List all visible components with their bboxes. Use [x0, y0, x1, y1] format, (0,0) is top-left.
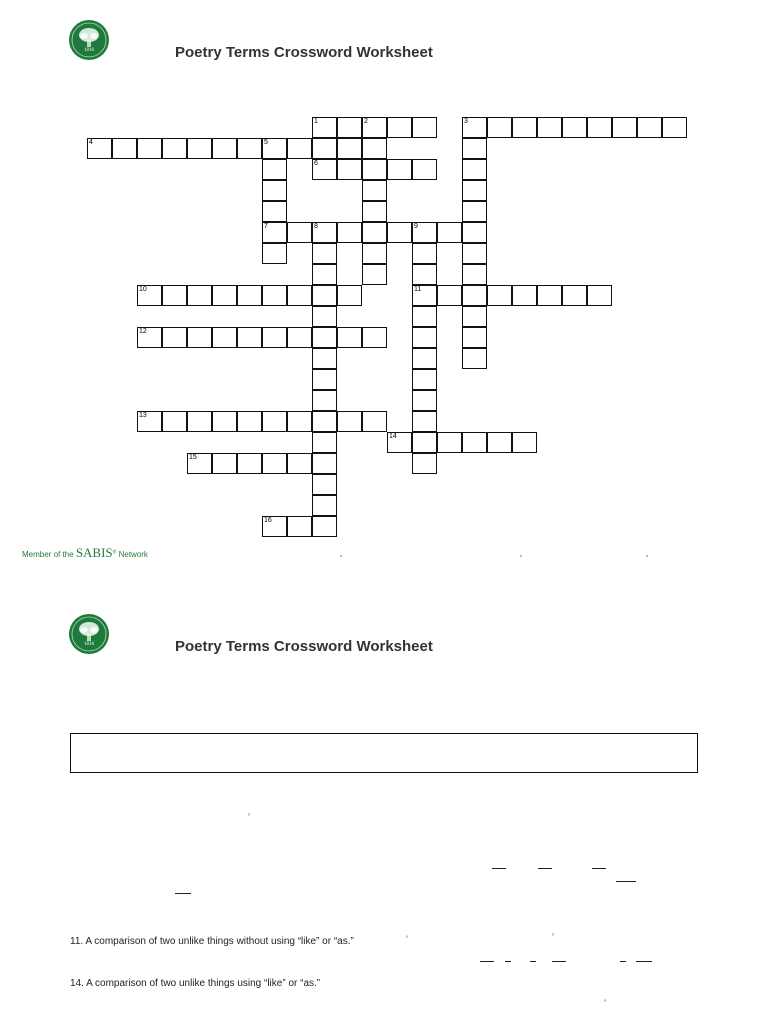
crossword-cell[interactable]	[87, 138, 112, 159]
crossword-cell[interactable]	[462, 117, 487, 138]
logo-year: 1816	[84, 48, 94, 53]
crossword-cell[interactable]	[262, 159, 287, 180]
crossword-cell[interactable]	[337, 159, 362, 180]
clue-number-16: 16	[264, 517, 272, 524]
crossword-cell[interactable]	[337, 285, 362, 306]
crossword-cell[interactable]	[312, 264, 337, 285]
crossword-cell[interactable]	[312, 285, 337, 306]
crossword-cell[interactable]	[137, 285, 162, 306]
member-prefix: Member of the	[22, 550, 74, 559]
crossword-cell[interactable]	[187, 453, 212, 474]
crossword-cell[interactable]	[212, 411, 237, 432]
crossword-cell[interactable]	[462, 306, 487, 327]
crossword-cell[interactable]	[412, 327, 437, 348]
clue-number-10: 10	[139, 286, 147, 293]
crossword-cell[interactable]	[412, 159, 437, 180]
crossword-cell[interactable]	[537, 117, 562, 138]
answer-blank	[175, 893, 191, 894]
crossword-cell[interactable]	[187, 138, 212, 159]
crossword-cell[interactable]	[462, 180, 487, 201]
crossword-cell[interactable]	[412, 411, 437, 432]
crossword-cell[interactable]	[262, 327, 287, 348]
clue-number-15: 15	[189, 454, 197, 461]
crossword-cell[interactable]	[137, 138, 162, 159]
crossword-cell[interactable]	[162, 411, 187, 432]
crossword-cell[interactable]	[312, 369, 337, 390]
answer-blank	[552, 961, 566, 962]
crossword-cell[interactable]	[612, 117, 637, 138]
crossword-cell[interactable]	[312, 117, 337, 138]
crossword-cell[interactable]	[412, 369, 437, 390]
crossword-cell[interactable]	[337, 117, 362, 138]
crossword-cell[interactable]	[312, 138, 337, 159]
clue-number-4: 4	[89, 139, 93, 146]
crossword-cell[interactable]	[462, 222, 487, 243]
clue-number-5: 5	[264, 139, 268, 146]
crossword-cell[interactable]	[462, 348, 487, 369]
crossword-cell[interactable]	[337, 222, 362, 243]
crossword-cell[interactable]	[312, 516, 337, 537]
crossword-cell[interactable]	[162, 138, 187, 159]
stray-mark: ’	[552, 932, 554, 942]
crossword-cell[interactable]	[362, 180, 387, 201]
crossword-cell[interactable]	[312, 327, 337, 348]
crossword-cell[interactable]	[312, 243, 337, 264]
crossword-cell[interactable]	[487, 432, 512, 453]
stray-mark: ’	[248, 812, 250, 822]
page-title-2: Poetry Terms Crossword Worksheet	[175, 638, 433, 655]
crossword-cell[interactable]	[487, 117, 512, 138]
crossword-cell[interactable]	[412, 117, 437, 138]
answer-blank	[592, 868, 606, 869]
crossword-cell[interactable]	[387, 222, 412, 243]
logo-year: 1816	[84, 642, 94, 647]
crossword-cell[interactable]	[412, 222, 437, 243]
crossword-cell[interactable]	[362, 201, 387, 222]
network-membership	[22, 545, 148, 561]
answer-blank	[492, 868, 506, 869]
crossword-cell[interactable]	[312, 306, 337, 327]
clue-number-13: 13	[139, 412, 147, 419]
crossword-cell[interactable]	[462, 138, 487, 159]
crossword-cell[interactable]	[212, 285, 237, 306]
crossword-cell[interactable]	[362, 264, 387, 285]
crossword-cell[interactable]	[162, 285, 187, 306]
crossword-cell[interactable]	[112, 138, 137, 159]
crossword-cell[interactable]	[237, 453, 262, 474]
crossword-cell[interactable]	[362, 138, 387, 159]
crossword-cell[interactable]	[437, 222, 462, 243]
crossword-cell[interactable]	[212, 138, 237, 159]
tree-logo-icon	[69, 614, 109, 654]
crossword-cell[interactable]	[187, 285, 212, 306]
crossword-cell[interactable]	[262, 453, 287, 474]
answer-blank	[636, 961, 652, 962]
crossword-cell[interactable]	[262, 243, 287, 264]
crossword-cell[interactable]	[187, 411, 212, 432]
crossword-cell[interactable]	[587, 117, 612, 138]
crossword-cell[interactable]	[587, 285, 612, 306]
crossword-cell[interactable]	[512, 432, 537, 453]
clue-number-6: 6	[314, 160, 318, 167]
crossword-cell[interactable]	[237, 411, 262, 432]
crossword-cell[interactable]	[212, 327, 237, 348]
crossword-cell[interactable]	[662, 117, 687, 138]
crossword-cell[interactable]	[312, 348, 337, 369]
word-bank-box	[70, 733, 698, 773]
crossword-cell[interactable]	[362, 327, 387, 348]
crossword-cell[interactable]	[412, 453, 437, 474]
crossword-cell[interactable]	[337, 411, 362, 432]
answer-blank	[505, 961, 511, 962]
crossword-cell[interactable]	[412, 243, 437, 264]
crossword-cell[interactable]	[262, 411, 287, 432]
crossword-cell[interactable]	[337, 327, 362, 348]
clue-number-14: 14	[389, 433, 397, 440]
crossword-cell[interactable]	[437, 285, 462, 306]
clue-number-8: 8	[314, 223, 318, 230]
crossword-cell[interactable]	[312, 222, 337, 243]
crossword-cell[interactable]	[637, 117, 662, 138]
crossword-cell[interactable]	[462, 264, 487, 285]
crossword-cell[interactable]	[412, 390, 437, 411]
crossword-cell[interactable]	[462, 432, 487, 453]
crossword-cell[interactable]	[312, 159, 337, 180]
crossword-cell[interactable]	[412, 348, 437, 369]
stray-mark: ‚	[520, 548, 522, 558]
crossword-cell[interactable]	[362, 117, 387, 138]
crossword-cell[interactable]	[287, 516, 312, 537]
crossword-cell[interactable]	[387, 159, 412, 180]
crossword-cell[interactable]	[237, 327, 262, 348]
crossword-cell[interactable]	[262, 138, 287, 159]
crossword-cell[interactable]	[162, 327, 187, 348]
crossword-cell[interactable]	[287, 138, 312, 159]
crossword-cell[interactable]	[262, 222, 287, 243]
crossword-cell[interactable]	[337, 138, 362, 159]
crossword-cell[interactable]	[362, 159, 387, 180]
crossword-cell[interactable]	[512, 117, 537, 138]
crossword-cell[interactable]	[312, 390, 337, 411]
crossword-cell[interactable]	[287, 327, 312, 348]
crossword-cell[interactable]	[362, 243, 387, 264]
crossword-cell[interactable]	[462, 201, 487, 222]
crossword-cell[interactable]	[412, 264, 437, 285]
crossword-cell[interactable]	[137, 411, 162, 432]
answer-blank	[530, 961, 536, 962]
clue-14: 14. A comparison of two unlike things using “like” or “as.”	[70, 978, 321, 989]
answer-blank	[480, 961, 494, 962]
crossword-cell[interactable]	[537, 285, 562, 306]
clue-number-1: 1	[314, 118, 318, 125]
crossword-cell[interactable]	[412, 306, 437, 327]
member-reg: ®	[112, 549, 117, 556]
crossword-cell[interactable]	[312, 495, 337, 516]
crossword-cell[interactable]	[262, 516, 287, 537]
crossword-cell[interactable]	[562, 285, 587, 306]
crossword-cell[interactable]	[412, 285, 437, 306]
crossword-cell[interactable]	[262, 180, 287, 201]
clue-number-2: 2	[364, 118, 368, 125]
crossword-cell[interactable]	[237, 285, 262, 306]
school-logo	[69, 614, 109, 654]
clue-number-7: 7	[264, 223, 268, 230]
crossword-cell[interactable]	[362, 222, 387, 243]
member-brand: SABIS	[75, 545, 113, 560]
answer-blank	[538, 868, 552, 869]
crossword-cell[interactable]	[487, 285, 512, 306]
answer-blank	[620, 961, 626, 962]
clue-number-11: 11	[414, 286, 422, 293]
crossword-cell[interactable]	[312, 453, 337, 474]
crossword-cell[interactable]	[287, 285, 312, 306]
crossword-cell[interactable]	[462, 285, 487, 306]
crossword-cell[interactable]	[437, 432, 462, 453]
clue-number-9: 9	[414, 223, 418, 230]
crossword-cell[interactable]	[412, 432, 437, 453]
crossword-cell[interactable]	[262, 201, 287, 222]
clue-11: 11. A comparison of two unlike things without using “like” or “as.”	[70, 936, 354, 947]
crossword-cell[interactable]	[387, 117, 412, 138]
crossword-cell[interactable]	[462, 327, 487, 348]
crossword-cell[interactable]	[312, 411, 337, 432]
crossword-cell[interactable]	[462, 159, 487, 180]
crossword-cell[interactable]	[287, 411, 312, 432]
crossword-cell[interactable]	[312, 474, 337, 495]
answer-blank	[616, 881, 636, 882]
clue-number-12: 12	[139, 328, 147, 335]
stray-mark: ’	[604, 998, 606, 1008]
crossword-cell[interactable]	[137, 327, 162, 348]
stray-mark: ‚	[646, 548, 648, 558]
clue-number-3: 3	[464, 118, 468, 125]
crossword-cell[interactable]	[312, 432, 337, 453]
stray-mark: ‘	[406, 934, 408, 944]
crossword-cell[interactable]	[387, 432, 412, 453]
crossword-cell[interactable]	[562, 117, 587, 138]
crossword-cell[interactable]	[187, 327, 212, 348]
crossword-cell[interactable]	[362, 411, 387, 432]
stray-mark: ‚	[340, 548, 342, 558]
crossword-cell[interactable]	[287, 222, 312, 243]
member-suffix: Network	[118, 550, 148, 559]
crossword-cell[interactable]	[512, 285, 537, 306]
crossword-cell[interactable]	[237, 138, 262, 159]
page-title: Poetry Terms Crossword Worksheet	[175, 44, 433, 61]
crossword-cell[interactable]	[462, 243, 487, 264]
crossword-cell[interactable]	[287, 453, 312, 474]
crossword-cell[interactable]	[212, 453, 237, 474]
crossword-cell[interactable]	[262, 285, 287, 306]
